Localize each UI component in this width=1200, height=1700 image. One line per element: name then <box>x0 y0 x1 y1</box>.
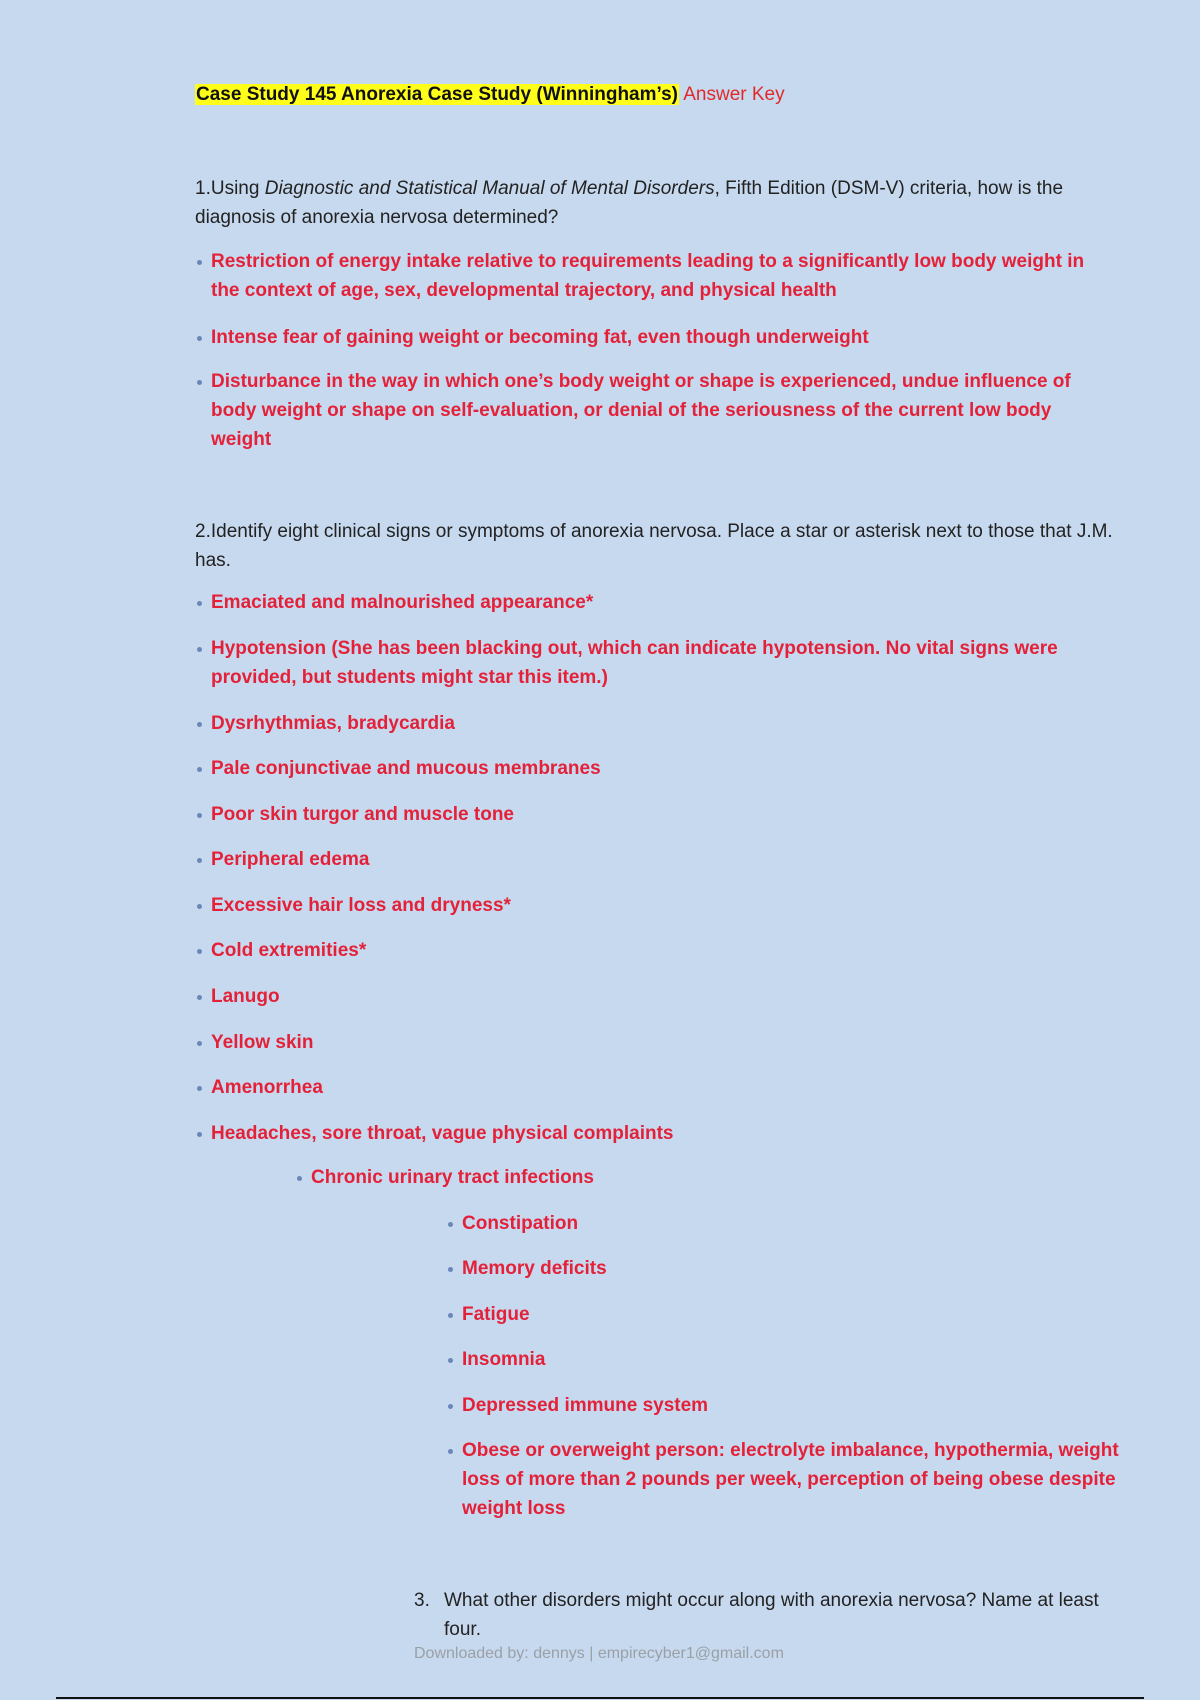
question-2-text: Identify eight clinical signs or symptoms of anorexia nervosa. Place a star or asterisk next to those that J.M. has. <box>195 521 1113 571</box>
answer-item: Cold extremities* <box>195 936 1095 965</box>
question-3 <box>414 1586 1134 1644</box>
title-highlighted: Case Study 145 Anorexia Case Study (Winningham’s) <box>196 84 678 105</box>
answer-item: Chronic urinary tract infections <box>295 1163 995 1192</box>
answer-item: Pale conjunctivae and mucous membranes <box>195 754 1095 783</box>
document-title <box>195 82 785 108</box>
answer-item: Insomnia <box>446 1345 1146 1374</box>
download-footer: Downloaded by: dennys | empirecyber1@gmail.com <box>414 1645 784 1662</box>
question-2-answers-level2 <box>295 1163 995 1192</box>
answer-item: Lanugo <box>195 982 1095 1011</box>
question-2 <box>195 517 1135 575</box>
question-1-text-italic: Diagnostic and Statistical Manual of Mental Disorders <box>264 178 715 199</box>
answer-item: Amenorrhea <box>195 1073 1095 1102</box>
answer-item: Dysrhythmias, bradycardia <box>195 709 1095 738</box>
question-3-text: What other disorders might occur along with anorexia nervosa? Name at least four. <box>444 1590 1099 1640</box>
question-3-number: 3. <box>414 1590 430 1611</box>
answer-item: Peripheral edema <box>195 845 1095 874</box>
answer-item: Constipation <box>446 1209 1146 1238</box>
answer-item: Memory deficits <box>446 1254 1146 1283</box>
answer-item: Excessive hair loss and dryness* <box>195 891 1095 920</box>
question-2-answers-level3 <box>446 1209 1146 1523</box>
answer-item: Yellow skin <box>195 1028 1095 1057</box>
answer-item: Headaches, sore throat, vague physical complaints <box>195 1119 1095 1148</box>
question-1-number: 1. <box>195 178 211 199</box>
answer-item: Restriction of energy intake relative to requirements leading to a significantly low body weight in the context of age, sex, developmental trajectory, and physical health <box>195 247 1115 305</box>
question-1-answers <box>195 247 1115 454</box>
answer-item: Obese or overweight person: electrolyte imbalance, hypothermia, weight loss of more than 2 pounds per week, perception of being obese despite weight loss <box>446 1436 1146 1523</box>
question-1 <box>195 174 1135 232</box>
page-bottom-rule <box>56 1697 1144 1699</box>
answer-item: Intense fear of gaining weight or becoming fat, even though underweight <box>195 323 1115 352</box>
question-1-text-pre: Using <box>210 178 265 199</box>
title-answer-key: Answer Key <box>683 84 785 105</box>
answer-item: Depressed immune system <box>446 1391 1146 1420</box>
answer-item: Disturbance in the way in which one’s body weight or shape is experienced, undue influence of body weight or shape on self-evaluation, or denial of the seriousness of the current low body weight <box>195 367 1115 454</box>
question-2-answers <box>195 588 1095 1148</box>
answer-item: Hypotension (She has been blacking out, which can indicate hypotension. No vital signs were provided, but students might star this item.) <box>195 634 1095 692</box>
answer-item: Fatigue <box>446 1300 1146 1329</box>
question-2-number: 2. <box>195 521 211 542</box>
answer-item: Poor skin turgor and muscle tone <box>195 800 1095 829</box>
answer-item: Emaciated and malnourished appearance* <box>195 588 1095 617</box>
question-1-text-post: , Fifth Edition (DSM-V) criteria, how is the diagnosis of anorexia nervosa determined? <box>195 178 1064 228</box>
